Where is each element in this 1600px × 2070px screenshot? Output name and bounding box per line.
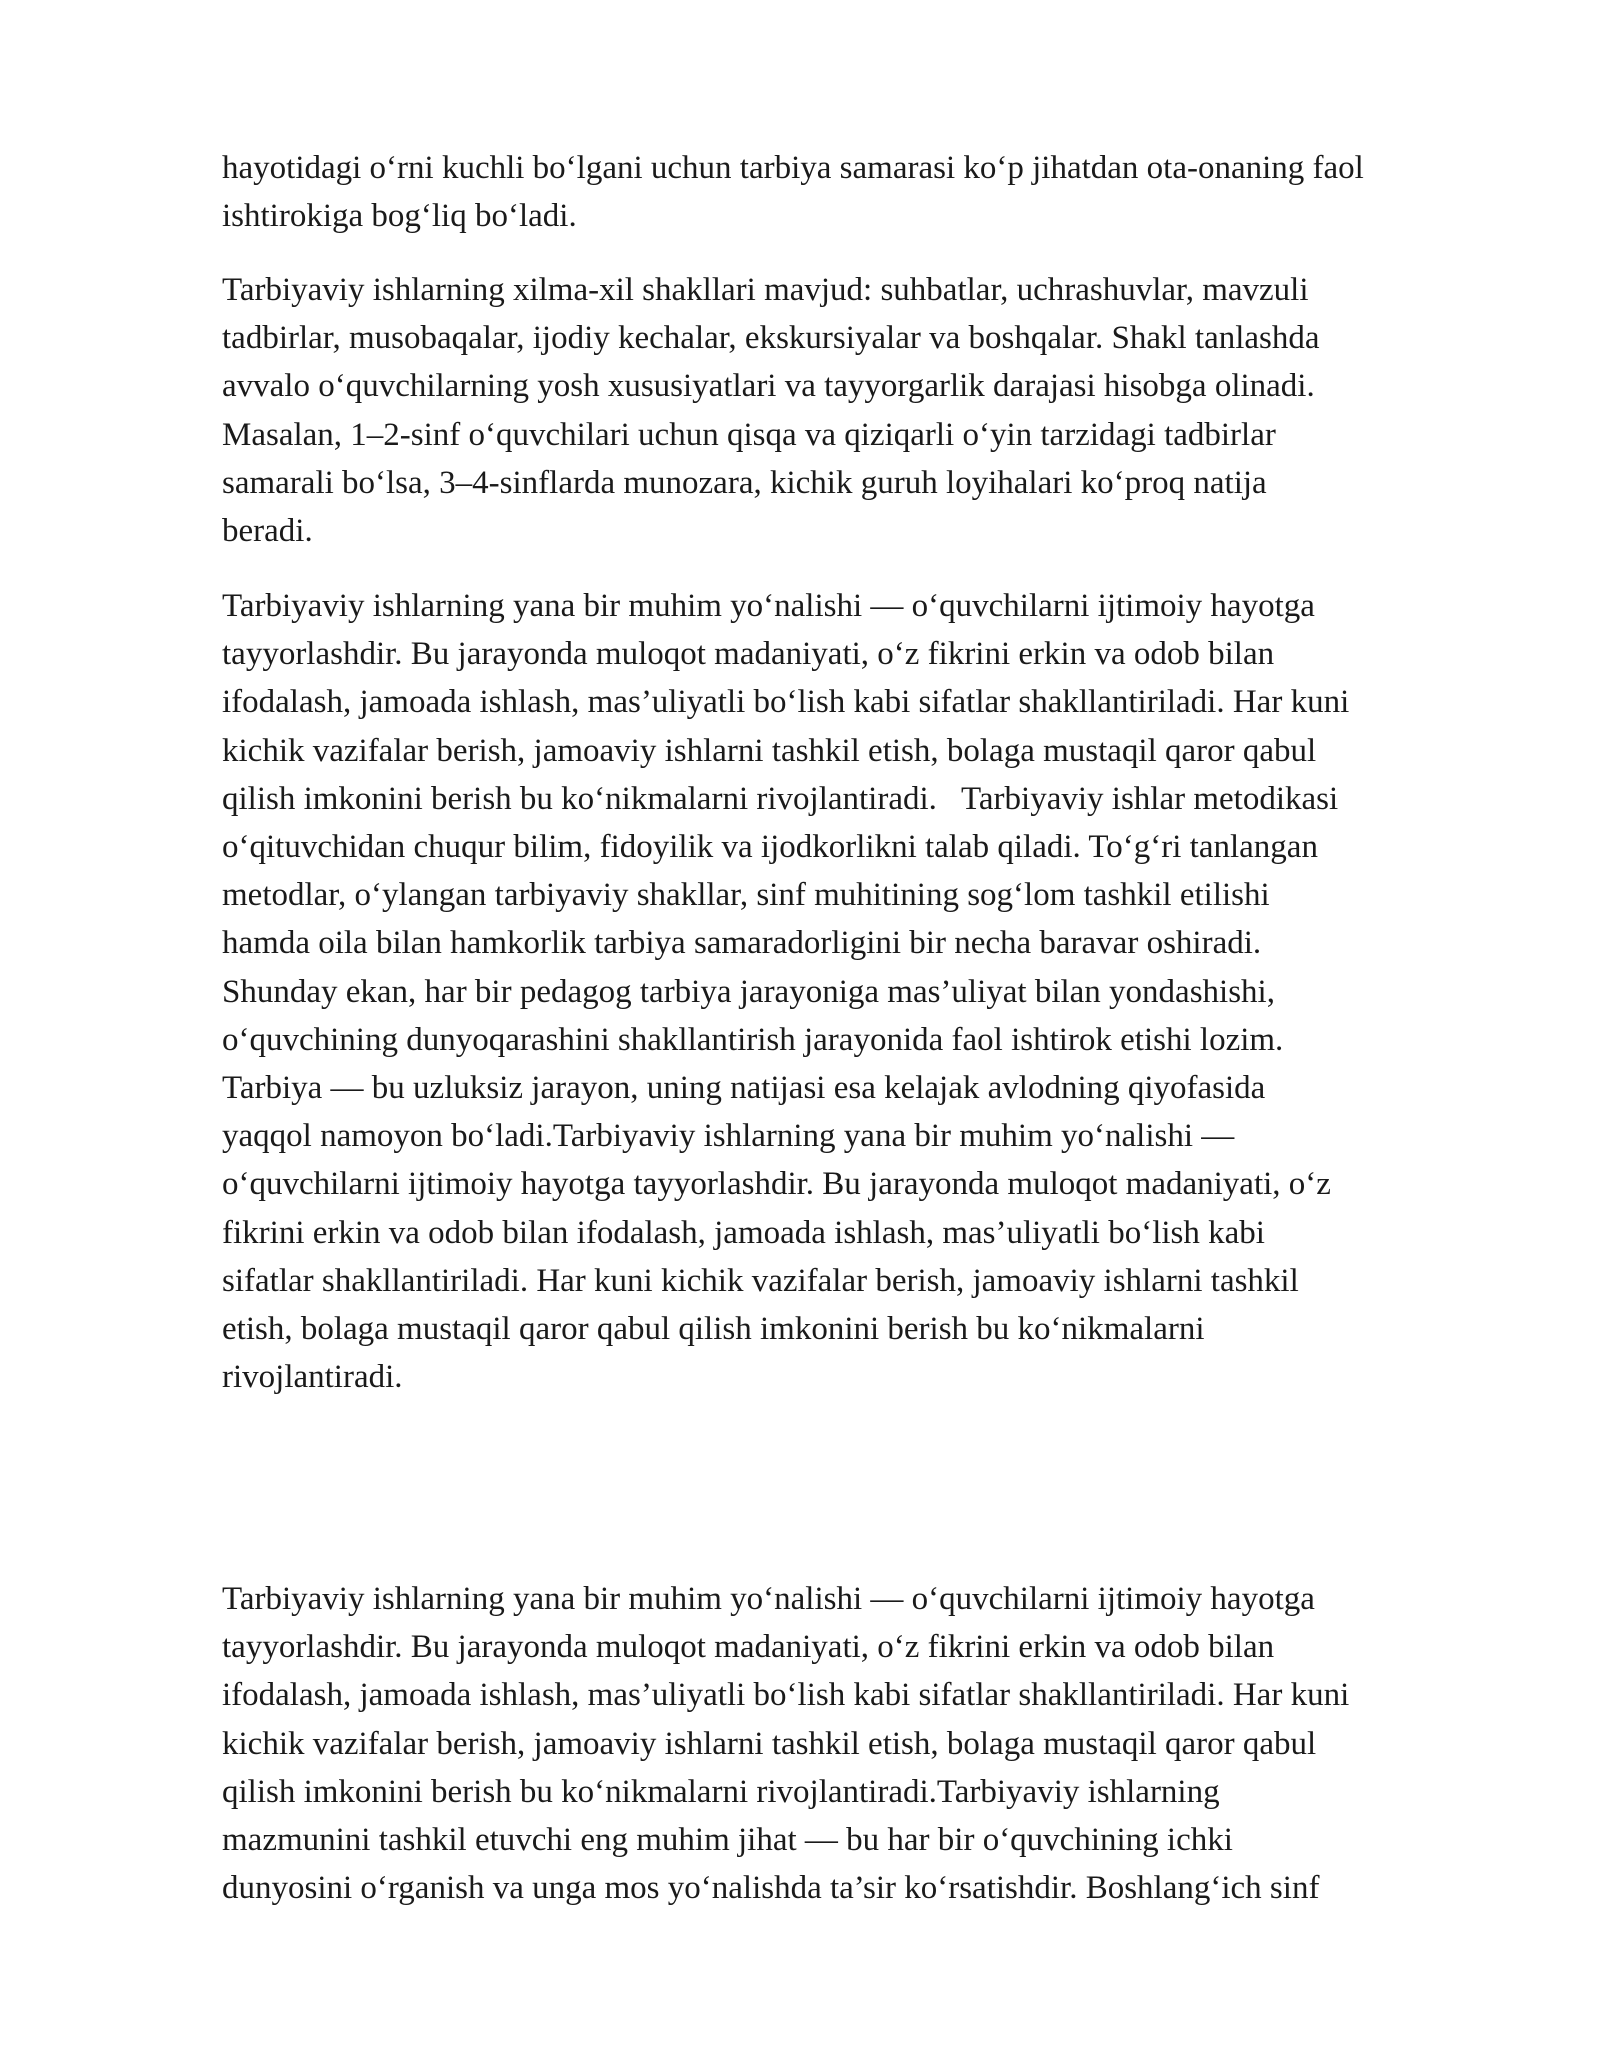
paragraph-1: hayotidagi o‘rni kuchli bo‘lgani uchun tarbiya samarasi ko‘p jihatdan ota-onaning faol ishtirokiga bog‘liq bo‘ladi. — [222, 150, 1364, 235]
paragraph-3: Tarbiyaviy ishlarning yana bir muhim yo‘nalishi — o‘quvchilarni ijtimoiy hayotga tayyorlashdir. Bu jarayonda muloqot madaniyati, o‘z fikrini erkin va odob bilan ifodalash, jamoada ishlash, mas’uliyatli bo‘lish kabi sifatlar shakllantiriladi. Har kuni kichik vazifalar berish, jamoaviy ishlarni tashkil etish, bolaga mustaqil qaror qabul qilish imkonini berish bu ko‘nikmalarni rivojlantiradi. Tarbiyaviy ishlar metodikasi o‘qituvchidan chuqur bilim, fidoyilik va ijodkorlikni talab qiladi. To‘g‘ri tanlangan metodlar, o‘ylangan tarbiyaviy shakllar, sinf muhitining sog‘lom tashkil etilishi hamda oila bilan hamkorlik tarbiya samaradorligini bir necha baravar oshiradi. Shunday ekan, har bir pedagog tarbiya jarayoniga mas’uliyat bilan yondashishi, o‘quvchining dunyoqarashini shakllantirish jarayonida faol ishtirok etishi lozim. Tarbiya — bu uzluksiz jarayon, uning natijasi esa kelajak avlodning qiyofasida yaqqol namoyon bo‘ladi.Tarbiyaviy ishlarning yana bir muhim yo‘nalishi — o‘quvchilarni ijtimoiy hayotga tayyorlashdir. Bu jarayonda muloqot madaniyati, o‘z fikrini erkin va odob bilan ifodalash, jamoada ishlash, mas’uliyatli bo‘lish kabi sifatlar shakllantiriladi. Har kuni kichik vazifalar berish, jamoaviy ishlarni tashkil etish, bolaga mustaqil qaror qabul qilish imkonini berish bu ko‘nikmalarni rivojlantiradi. — [222, 588, 1350, 1396]
paragraph-4: Tarbiyaviy ishlarning yana bir muhim yo‘nalishi — o‘quvchilarni ijtimoiy hayotga tayyorlashdir. Bu jarayonda muloqot madaniyati, o‘z fikrini erkin va odob bilan ifodalash, jamoada ishlash, mas’uliyatli bo‘lish kabi sifatlar shakllantiriladi. Har kuni kichik vazifalar berish, jamoaviy ishlarni tashkil etish, bolaga mustaqil qaror qabul qilish imkonini berish bu ko‘nikmalarni rivojlantiradi.Tarbiyaviy ishlarning mazmunini tashkil etuvchi eng muhim jihat — bu har bir o‘quvchining ichki dunyosini o‘rganish va unga mos yo‘nalishda ta’sir ko‘rsatishdir. Boshlang‘ich sinf — [222, 1581, 1350, 1907]
paragraph-2: Tarbiyaviy ishlarning xilma-xil shakllari mavjud: suhbatlar, uchrashuvlar, mavzuli tadbirlar, musobaqalar, ijodiy kechalar, ekskursiyalar va boshqalar. Shakl tanlashda avvalo o‘quvchilarning yosh xususiyatlari va tayyorgarlik darajasi hisobga olinadi. Masalan, 1–2-sinf o‘quvchilari uchun qisqa va qiziqarli o‘yin tarzidagi tadbirlar samarali bo‘lsa, 3–4-sinflarda munozara, kichik guruh loyihalari ko‘proq natija beradi. — [222, 272, 1320, 550]
